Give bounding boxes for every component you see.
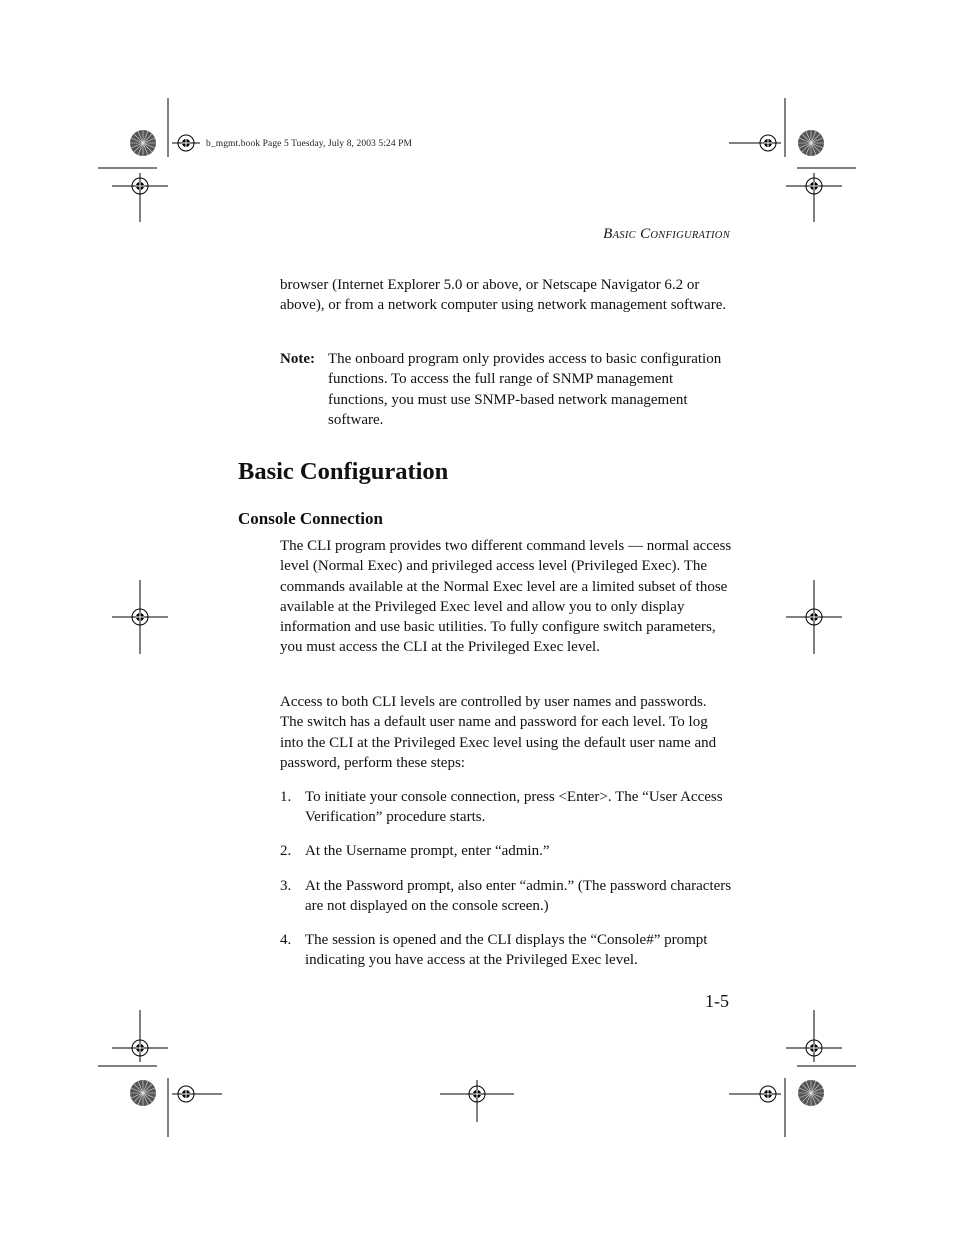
note-block [280,349,732,430]
running-head-rest-2: ONFIGURATION [650,230,730,241]
list-item-text: To initiate your console connection, press <Enter>. The “User Access Verification” procedure starts. [305,789,723,826]
list-item [280,787,732,828]
paragraph-cli-levels [280,536,732,658]
intro-paragraph-text: browser (Internet Explorer 5.0 or above, or Netscape Navigator 6.2 or above), or from a network computer using network management software. [280,277,727,314]
running-head-initial-1: B [603,226,613,242]
list-item-number: 3. [280,878,292,894]
list-item-text: At the Password prompt, also enter “admin.” (The password characters are not displayed on the console screen.) [305,878,732,915]
paragraph-text: Access to both CLI levels are controlled by user names and passwords. The switch has a default user name and password for each level. To log into the CLI at the Privileged Exec level using the default user name and password, perform these steps: [280,694,717,771]
paragraph-access [280,692,732,773]
running-head-initial-2: C [640,226,651,242]
list-item-text: The session is opened and the CLI displays the “Console#” prompt indicating you have access at the Privileged Exec level. [305,932,708,969]
list-item-number: 2. [280,843,292,859]
page-number: 1-5 [705,991,729,1011]
print-slug: b_mgmt.book Page 5 Tuesday, July 8, 2003 5:24 PM [206,139,413,149]
running-head [603,226,730,243]
intro-paragraph [280,275,732,316]
running-head-rest-1: ASIC [612,230,636,241]
list-item [280,876,732,917]
subsection-title: Console Connection [238,509,383,528]
list-item-number: 4. [280,932,292,948]
note-label: Note: [280,351,315,367]
list-item [280,930,732,971]
list-item-text: At the Username prompt, enter “admin.” [305,843,550,859]
section-title: Basic Configuration [238,458,449,485]
list-item-number: 1. [280,789,292,805]
paragraph-text: The CLI program provides two different command levels — normal access level (Normal Exec) and privileged access level (Privileged Exec). The commands available at the Normal Exec level are a limited subset of those available at the Privileged Exec level and allow you to only display information and use basic utilities. To fully configure switch parameters, you must access the CLI at the Privileged Exec level. [280,538,732,656]
note-text: The onboard program only provides access to basic configuration functions. To access the full range of SNMP management functions, you must use SNMP-based network management software. [328,351,722,428]
list-item [280,841,732,861]
